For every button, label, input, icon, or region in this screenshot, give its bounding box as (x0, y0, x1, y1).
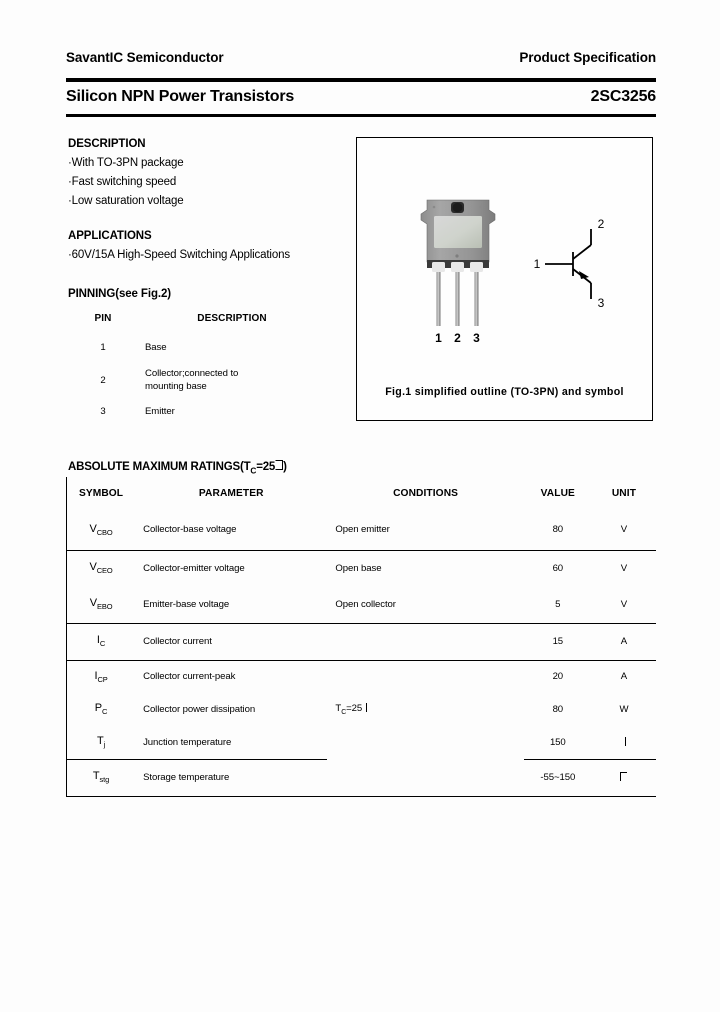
rating-conditions (327, 623, 523, 660)
rating-value: 15 (524, 623, 592, 660)
rating-parameter: Junction temperature (135, 726, 327, 759)
rating-parameter: Collector current (135, 623, 327, 660)
table-header-row (67, 477, 657, 510)
column-header-unit: UNIT (611, 488, 637, 499)
table-row (67, 623, 657, 660)
ratings-title-prefix: ABSOLUTE MAXIMUM RATINGS(T (68, 461, 251, 473)
package-pin-label-2: 2 (454, 331, 461, 345)
column-header-value: VALUE (540, 488, 575, 499)
rating-conditions: Open collector (327, 586, 523, 623)
pin-description-line: Base (145, 341, 167, 353)
table-row (67, 510, 657, 550)
symbol-label-emitter: 3 (597, 296, 605, 310)
rating-value: -55~150 (524, 759, 592, 796)
column-header-conditions: CONDITIONS (393, 488, 459, 499)
symbol-label-collector: 2 (597, 217, 605, 231)
missing-glyph-icon (275, 460, 283, 470)
rating-parameter: Collector-base voltage (135, 510, 327, 550)
header-rule-bottom (66, 114, 656, 117)
npn-transistor-symbol (529, 214, 629, 314)
missing-glyph-icon (366, 703, 367, 712)
description-heading: DESCRIPTION (68, 138, 146, 150)
rating-symbol: $V_{CEO}$ (67, 550, 136, 586)
rating-unit (592, 759, 656, 796)
description-item: ·Fast switching speed (68, 176, 177, 188)
pin-description-line: Emitter (145, 405, 175, 417)
pin-description (138, 331, 326, 363)
rating-parameter: Storage temperature (135, 759, 327, 796)
rating-unit (592, 726, 656, 759)
rating-value: 80 (552, 704, 564, 715)
rating-symbol: $V_{CBO}$ (67, 510, 136, 550)
table-header-row (68, 305, 326, 331)
document-type: Product Specification (519, 50, 656, 65)
table-row (67, 550, 657, 586)
pin-description (138, 363, 326, 397)
rating-value: 150 (524, 726, 592, 759)
rating-value: 80 (524, 510, 592, 550)
rating-symbol: $I_C$ (67, 623, 136, 660)
ratings-title-mid: =25 (256, 461, 276, 473)
emitter-arrow-icon (579, 271, 589, 279)
header-rule-top (66, 78, 656, 82)
table-row (68, 331, 326, 363)
rating-symbol: $T_j$ (67, 726, 136, 759)
description-item: ·With TO-3PN package (68, 157, 184, 169)
pin-number: 1 (100, 341, 106, 353)
rating-unit: V (592, 510, 656, 550)
rating-value: 60 (552, 562, 564, 574)
table-row (67, 586, 657, 623)
pin-description-line: Collector;connected to (145, 368, 239, 379)
pinning-table (68, 305, 326, 425)
rating-unit: V (620, 562, 628, 574)
rating-symbol: $I_{CP}$ (67, 660, 136, 693)
column-header-description: DESCRIPTION (197, 312, 267, 324)
pin-description (138, 397, 326, 425)
figure-1-box (356, 137, 653, 421)
rating-parameter: Collector power dissipation (143, 704, 256, 715)
figure-caption: Fig.1 simplified outline (TO-3PN) and symbol (385, 386, 624, 398)
table-row (68, 363, 326, 397)
pinning-section (68, 288, 326, 425)
rating-conditions: $T_C=25$ (327, 660, 523, 759)
title-bar (66, 88, 656, 106)
description-item: ·Low saturation voltage (68, 195, 184, 207)
absolute-maximum-ratings-table (66, 477, 656, 797)
rating-conditions: Open emitter (327, 510, 523, 550)
page-title: Silicon NPN Power Transistors (66, 88, 295, 105)
missing-glyph-icon (625, 737, 626, 746)
rating-unit: V (592, 586, 656, 623)
rating-value: 20 (552, 671, 564, 683)
column-header-symbol: SYMBOL (67, 477, 136, 510)
page-header (66, 50, 656, 65)
applications-section (68, 230, 358, 265)
rating-symbol: $P_C$ (67, 693, 136, 726)
company-name: SavantIC Semiconductor (66, 50, 224, 65)
rating-value: 5 (524, 586, 592, 623)
table-row (68, 397, 326, 425)
rating-parameter: Emitter-base voltage (135, 586, 327, 623)
rating-symbol: $T_{stg}$ (67, 759, 136, 796)
pin-number: 2 (100, 374, 106, 386)
pinning-heading: PINNING(see Fig.2) (68, 288, 171, 300)
description-section (68, 138, 348, 211)
rating-conditions: Open base (335, 562, 382, 574)
pin-number: 3 (100, 405, 106, 417)
transistor-package-photo (413, 194, 503, 346)
applications-heading: APPLICATIONS (68, 230, 152, 242)
pin-description-line: mounting base (145, 381, 207, 392)
ratings-title-sub: C (250, 466, 257, 476)
rating-unit: W (619, 704, 629, 715)
rating-parameter: Collector current-peak (143, 671, 236, 683)
ratings-title-close: ) (283, 461, 287, 473)
part-number: 2SC3256 (590, 88, 656, 105)
rating-parameter: Collector-emitter voltage (143, 562, 245, 574)
table-row (67, 660, 657, 693)
applications-item: ·60V/15A High-Speed Switching Applications (68, 249, 290, 261)
rating-unit: A (592, 623, 656, 660)
rating-unit: A (620, 671, 628, 683)
column-header-parameter: PARAMETER (198, 488, 264, 499)
symbol-label-base: 1 (533, 257, 541, 271)
rating-conditions (327, 759, 523, 796)
package-pin-label-3: 3 (473, 331, 480, 345)
table-row (67, 759, 657, 796)
missing-glyph-icon (620, 772, 627, 781)
column-header-pin: PIN (94, 312, 112, 324)
package-pin-label-1: 1 (435, 331, 442, 345)
rating-symbol: $V_{EBO}$ (67, 586, 136, 623)
ratings-title (68, 460, 287, 475)
